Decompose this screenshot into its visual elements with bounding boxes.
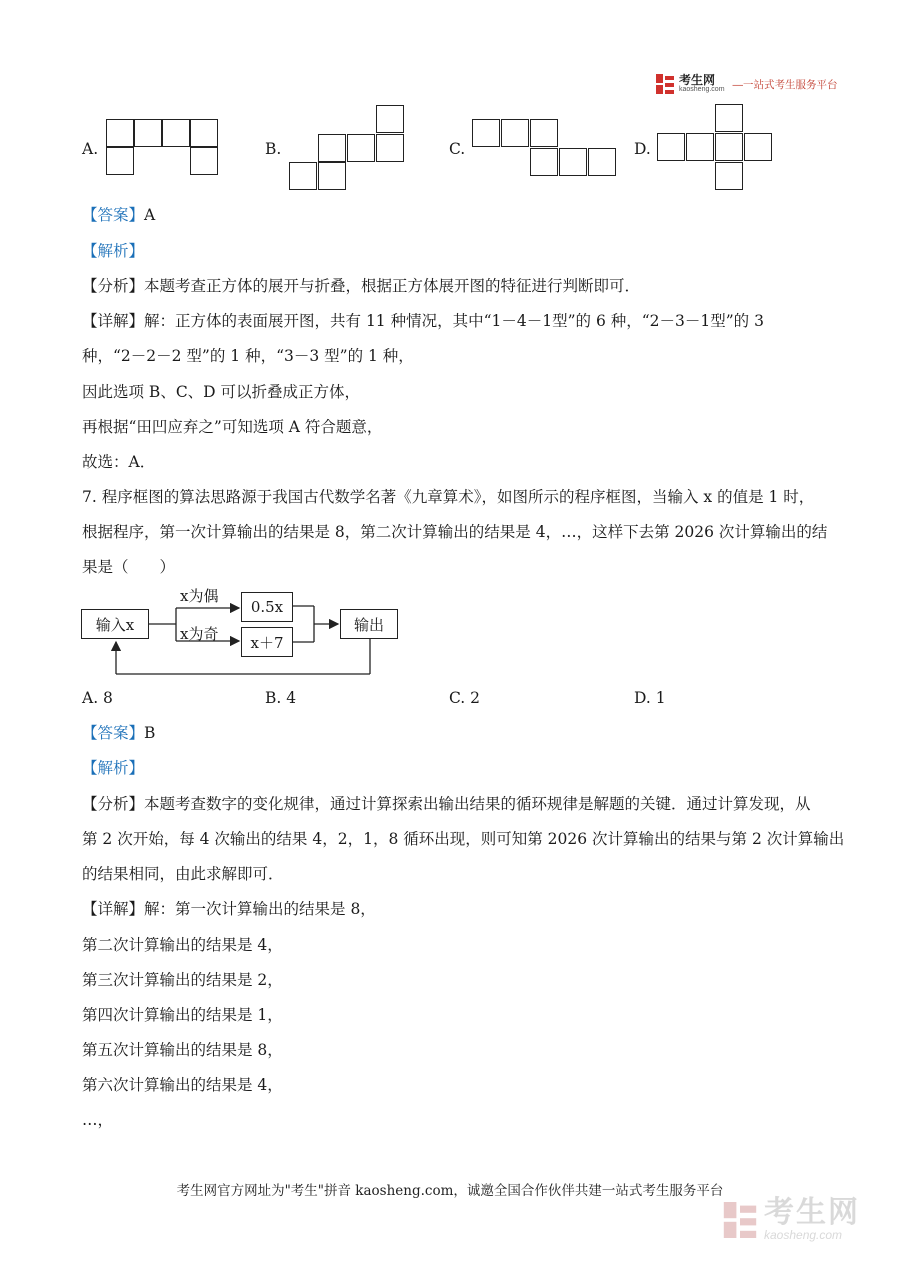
q7-step: …， — [82, 1111, 114, 1129]
cube-net-d — [657, 104, 775, 192]
logo-name: 考生网 — [679, 73, 716, 87]
xiangjie-tag: 【详解】 — [82, 312, 145, 330]
q7-stem-line1: 7. 程序框图的算法思路源于我国古代数学名著《九章算术》，如图所示的程序框图，当输入 x 的值是 1 时， — [82, 488, 815, 506]
flow-even-op-box: 0.5x — [241, 592, 293, 622]
q7-option-d: D. 1 — [634, 689, 666, 707]
q7-fenxi-line2: 第 2 次开始，每 4 次输出的结果 4，2，1，8 循环出现，则可知第 2026 次计算输出的结果与第 2 次计算输出 — [82, 830, 845, 848]
xiangjie-first: 解：第一次计算输出的结果是 8， — [144, 900, 376, 918]
q6-line4: 再根据“田凹应弃之”可知选项 A 符合题意， — [82, 418, 383, 436]
q7-option-c: C. 2 — [449, 689, 481, 707]
cube-net-c — [472, 119, 618, 179]
q6-analysis-tag: 【解析】 — [82, 242, 145, 260]
q6-line5: 故选：A． — [82, 453, 156, 471]
q7-step: 第六次计算输出的结果是 4， — [82, 1076, 283, 1094]
fenxi-tag: 【分析】 — [82, 795, 145, 813]
watermark-name: 考生网 — [764, 1196, 860, 1229]
logo-slogan: —一站式考生服务平台 — [732, 78, 838, 91]
logo-domain: kaosheng.com — [679, 86, 725, 93]
header-logo — [655, 73, 838, 95]
q7-step: 第二次计算输出的结果是 4， — [82, 936, 283, 954]
flow-odd-label: x为奇 — [180, 625, 219, 643]
q7-stem-line3: 果是（ ） — [82, 558, 176, 576]
q6-line3: 因此选项 B、C、D 可以折叠成正方体， — [82, 383, 361, 401]
flowchart — [80, 585, 410, 680]
fenxi-tag: 【分析】 — [82, 277, 145, 295]
q7-fenxi — [82, 794, 811, 814]
q6-fenxi — [82, 276, 640, 296]
watermark-domain: kaosheng.com — [764, 1228, 843, 1242]
q6-xiangjie-line2: 种，“2－2－2 型”的 1 种，“3－3 型”的 1 种， — [82, 347, 414, 365]
footer-text: 考生网官方网址为"考生"拼音 kaosheng.com，诚邀全国合作伙伴共建一站式考生服务平台 — [176, 1183, 724, 1199]
watermark-logo-icon — [722, 1200, 758, 1240]
fenxi-text: 本题考查正方体的展开与折叠，根据正方体展开图的特征进行判断即可． — [144, 277, 641, 295]
kaosheng-logo-icon — [655, 73, 675, 95]
answer-value: A — [144, 206, 156, 224]
flow-output-box: 输出 — [340, 609, 398, 639]
option-d-label: D. — [634, 140, 651, 158]
cube-net-b — [289, 105, 405, 193]
q7-option-a: A. 8 — [82, 689, 113, 707]
q7-fenxi-line3: 的结果相同，由此求解即可． — [82, 865, 284, 883]
xiangjie-line1: 解：正方体的表面展开图，共有 11 种情况，其中“1－4－1型”的 6 种，“2－3－1型”的 3 — [144, 312, 764, 330]
q6-answer — [82, 205, 155, 225]
answer-tag: 【答案】 — [82, 206, 145, 224]
q7-answer — [82, 723, 155, 743]
slogan-text: 一站式考生服务平台 — [743, 78, 838, 91]
q7-option-b: B. 4 — [265, 689, 297, 707]
q7-step: 第三次计算输出的结果是 2， — [82, 971, 283, 989]
watermark — [722, 1198, 860, 1242]
option-c-label: C. — [449, 140, 466, 158]
q7-xiangjie — [82, 899, 376, 919]
answer-tag: 【答案】 — [82, 724, 145, 742]
flow-input-box: 输入x — [81, 609, 149, 639]
flow-odd-op-box: x＋7 — [241, 627, 293, 657]
option-a-label: A. — [82, 140, 99, 158]
q7-analysis-tag: 【解析】 — [82, 759, 145, 777]
cube-net-a — [106, 119, 222, 179]
q7-step: 第四次计算输出的结果是 1， — [82, 1006, 283, 1024]
answer-value: B — [144, 724, 156, 742]
q7-step: 第五次计算输出的结果是 8， — [82, 1041, 283, 1059]
fenxi-line1: 本题考查数字的变化规律，通过计算探索出输出结果的循环规律是解题的关键．通过计算发现，从 — [144, 795, 811, 813]
q7-stem-line2: 根据程序，第一次计算输出的结果是 8，第二次计算输出的结果是 4，…，这样下去第 2026 次计算输出的结 — [82, 523, 828, 541]
option-b-label: B. — [265, 140, 282, 158]
flow-even-label: x为偶 — [180, 587, 219, 605]
xiangjie-tag: 【详解】 — [82, 900, 145, 918]
q6-xiangjie — [82, 311, 764, 331]
